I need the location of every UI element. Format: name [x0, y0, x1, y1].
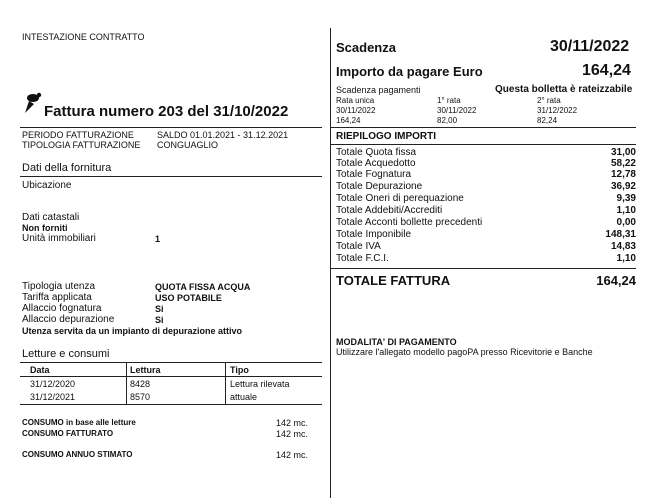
installment-amount: 82,24: [537, 116, 558, 125]
table-divider: [20, 404, 322, 405]
summary-row-label: Totale Oneri di perequazione: [336, 193, 464, 204]
table-divider: [20, 376, 322, 377]
cadastral-not-provided: Non forniti: [22, 223, 68, 233]
supply-section-title: Dati della fornitura: [22, 162, 112, 174]
tariff-label: Tariffa applicata: [22, 292, 92, 303]
summary-row-label: Totale Quota fissa: [336, 147, 417, 158]
installment-note: Questa bolletta è rateizzabile: [495, 84, 633, 95]
summary-row-label: Totale Addebiti/Accrediti: [336, 205, 443, 216]
summary-row-value: 14,83: [610, 241, 636, 252]
table-row-type: Lettura rilevata: [230, 379, 290, 389]
water-drop-logo-icon: [22, 92, 42, 114]
installment-label: 2° rata: [537, 96, 561, 105]
summary-row-label: Totale Acquedotto: [336, 158, 416, 169]
units-value: 1: [155, 234, 161, 244]
summary-row-value: 0,00: [616, 217, 636, 228]
column-divider: [330, 28, 331, 498]
table-row-date: 31/12/2021: [30, 392, 76, 402]
consumption-billed-label: CONSUMO FATTURATO: [22, 429, 114, 438]
location-label: Ubicazione: [22, 180, 72, 191]
summary-row-value: 31,00: [610, 147, 636, 158]
consumption-estimated-value: 142 mc.: [276, 450, 309, 460]
summary-row-value: 9,39: [616, 193, 636, 204]
billing-type-value: CONGUAGLIO: [157, 140, 219, 150]
installment-date: 30/11/2022: [336, 106, 376, 115]
sewer-connection-label: Allaccio fognatura: [22, 303, 102, 314]
due-date-label: Scadenza: [336, 40, 396, 55]
summary-row-value: 58,22: [610, 158, 636, 169]
readings-header-reading: Lettura: [130, 365, 161, 375]
divider: [20, 362, 322, 363]
invoice-title: Fattura numero 203 del 31/10/2022: [44, 103, 289, 120]
table-row-date: 31/12/2020: [30, 379, 76, 389]
payments-schedule-label: Scadenza pagamenti: [336, 85, 421, 95]
divider: [331, 144, 636, 145]
summary-row-label: Totale Acconti bollette precedenti: [336, 217, 483, 228]
table-row-reading: 8570: [130, 392, 151, 402]
installment-date: 30/11/2022: [437, 106, 477, 115]
consumption-billed-value: 142 mc.: [276, 429, 309, 439]
summary-row-value: 148,31: [605, 229, 636, 240]
due-date-value: 30/11/2022: [550, 38, 630, 55]
table-row-type: attuale: [230, 392, 258, 402]
readings-header-date: Data: [30, 365, 50, 375]
sewer-connection-value: Si: [155, 304, 164, 314]
table-col-divider: [126, 363, 127, 404]
cadastral-label: Dati catastali: [22, 212, 80, 223]
summary-row-value: 12,78: [610, 169, 636, 180]
user-type-value: QUOTA FISSA ACQUA: [155, 282, 251, 292]
period-label: PERIODO FATTURAZIONE: [22, 130, 134, 140]
summary-row-label: Totale F.C.I.: [336, 253, 389, 264]
table-col-divider: [225, 363, 226, 404]
installment-amount: 164,24: [336, 116, 361, 125]
installment-date: 31/12/2022: [537, 106, 578, 115]
consumption-readings-value: 142 mc.: [276, 418, 309, 428]
amount-due-value: 164,24: [582, 62, 631, 79]
invoice-total-value: 164,24: [596, 273, 636, 288]
divider: [331, 127, 636, 128]
readings-header-type: Tipo: [230, 365, 249, 375]
purification-connection-label: Allaccio depurazione: [22, 314, 115, 325]
invoice-total-label: TOTALE FATTURA: [336, 273, 451, 288]
user-type-label: Tipologia utenza: [22, 281, 96, 292]
payment-method-text: Utilizzare l'allegato modello pagoPA presso Ricevitorie e Banche: [336, 347, 593, 357]
divider: [20, 127, 322, 128]
billing-type-label: TIPOLOGIA FATTURAZIONE: [22, 140, 141, 150]
summary-row-label: Totale Depurazione: [336, 181, 423, 192]
consumption-estimated-label: CONSUMO ANNUO STIMATO: [22, 450, 133, 459]
summary-row-label: Totale Imponibile: [336, 229, 412, 240]
tariff-value: USO POTABILE: [155, 293, 222, 303]
summary-title: RIEPILOGO IMPORTI: [336, 131, 437, 142]
units-label: Unità immobiliari: [22, 233, 96, 244]
summary-row-value: 36,92: [610, 181, 636, 192]
summary-row-value: 1,10: [616, 253, 636, 264]
purification-note: Utenza servita da un impianto di depurazione attivo: [22, 326, 243, 336]
installment-label: 1° rata: [437, 96, 461, 105]
payment-method-title: MODALITA' DI PAGAMENTO: [336, 337, 457, 347]
summary-row-label: Totale Fognatura: [336, 169, 412, 180]
period-value: SALDO 01.01.2021 - 31.12.2021: [157, 130, 289, 140]
readings-section-title: Letture e consumi: [22, 348, 110, 360]
summary-row-value: 1,10: [616, 205, 636, 216]
installment-label: Rata unica: [336, 96, 375, 105]
installment-amount: 82,00: [437, 116, 458, 125]
divider: [20, 176, 322, 177]
table-row-reading: 8428: [130, 379, 151, 389]
amount-due-label: Importo da pagare Euro: [336, 64, 483, 79]
purification-connection-value: Si: [155, 315, 164, 325]
consumption-readings-label: CONSUMO in base alle letture: [22, 418, 136, 427]
divider: [331, 268, 636, 269]
summary-row-label: Totale IVA: [336, 241, 381, 252]
contract-header: INTESTAZIONE CONTRATTO: [22, 32, 145, 42]
